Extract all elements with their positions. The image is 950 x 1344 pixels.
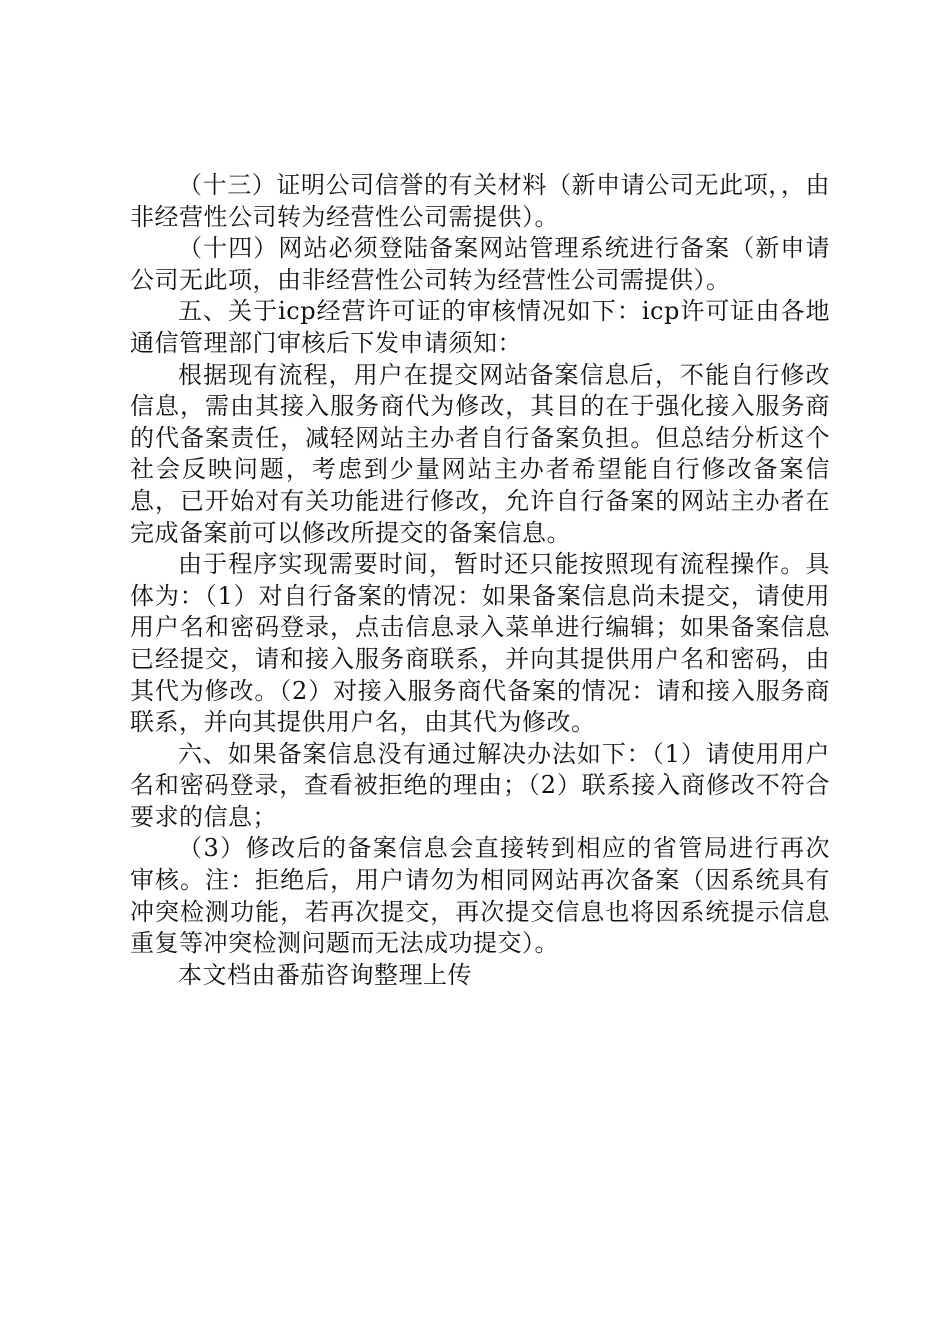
paragraph-14: （十四）网站必须登陆备案网站管理系统进行备案（新申请公司无此项，由非经营性公司转为经营性公司需提供）。 [130,234,830,294]
paragraph-current-process: 根据现有流程，用户在提交网站备案信息后，不能自行修改信息，需由其接入服务商代为修改，其目的在于强化接入服务商的代备案责任，减轻网站主办者自行备案负担。但总结分析这个社会反映问题，考虑到少量网站主办者希望能自行修改备案信息，已开始对有关功能进行修改，允许自行备案的网站主办者在完成备案前可以修改所提交的备案信息。 [130,360,830,547]
paragraph-section-6: 六、如果备案信息没有通过解决办法如下：（1）请使用用户名和密码登录，查看被拒绝的理由；（2）联系接入商修改不符合要求的信息； [130,739,830,831]
paragraph-13: （十三）证明公司信誉的有关材料（新申请公司无此项，，由非经营性公司转为经营性公司需提供）。 [130,171,830,231]
document-body [130,170,830,991]
paragraph-re-review: （3）修改后的备案信息会直接转到相应的省管局进行再次审核。注：拒绝后，用户请勿为相同网站再次备案（因系统具有冲突检测功能，若再次提交，再次提交信息也将因系统提示信息重复等冲突检测问题而无法成功提交）。 [130,834,830,958]
paragraph-procedure: 由于程序实现需要时间，暂时还只能按照现有流程操作。具体为：（1）对自行备案的情况：如果备案信息尚未提交，请使用用户名和密码登录，点击信息录入菜单进行编辑；如果备案信息已经提交，请和接入服务商联系，并向其提供用户名和密码，由其代为修改。（2）对接入服务商代备案的情况：请和接入服务商联系，并向其提供用户名，由其代为修改。 [130,550,830,737]
paragraph-section-5: 五、关于icp经营许可证的审核情况如下：icp许可证由各地通信管理部门审核后下发申请须知： [130,297,830,357]
paragraph-footer-note: 本文档由番茄咨询整理上传 [178,960,472,989]
